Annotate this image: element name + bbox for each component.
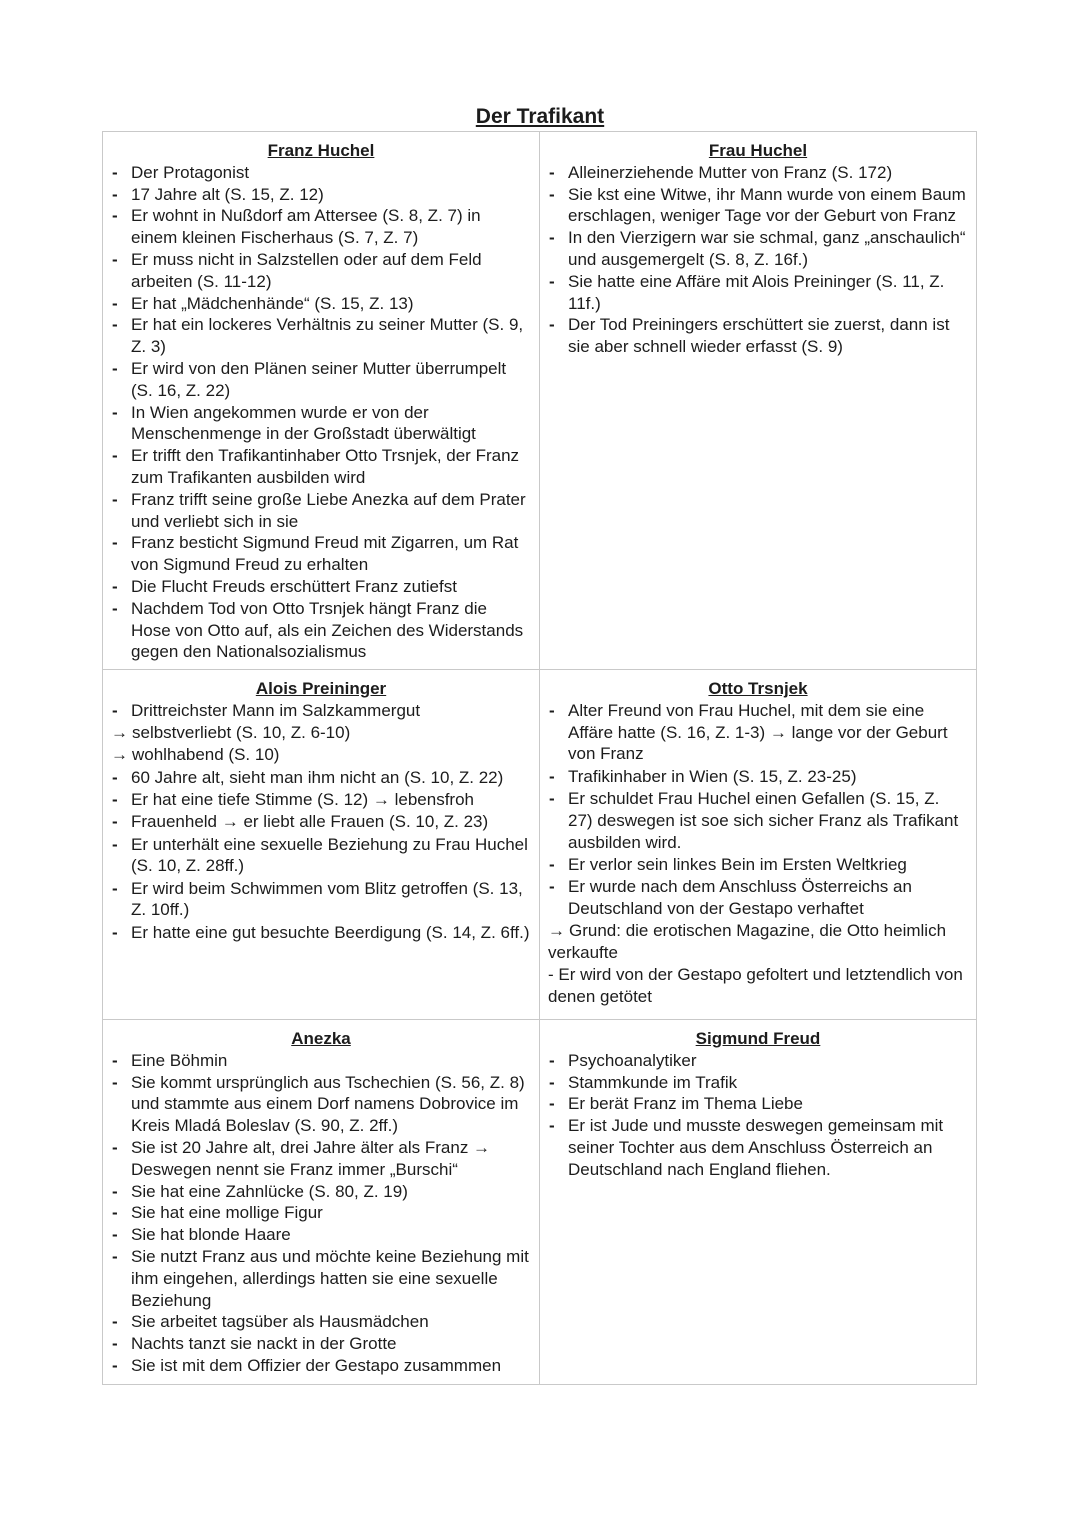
list-item: - Alleinerziehende Mutter von Franz (S. 172)	[548, 162, 968, 184]
list-item: - Alter Freund von Frau Huchel, mit dem sie eine Affäre hatte (S. 16, Z. 1-3) → lange vor der Geburt von Franz	[548, 700, 968, 765]
list-item: - Er schuldet Frau Huchel einen Gefallen (S. 15, Z. 27) deswegen ist soe sich sicher Franz als Trafikant ausbilden wird.	[548, 788, 968, 853]
item-list	[111, 1050, 531, 1377]
cell-alois-preininger	[103, 669, 540, 1019]
cell-heading: Frau Huchel	[708, 141, 808, 160]
list-item: - Sie hat blonde Haare	[111, 1224, 531, 1246]
list-item: - Sie hatte eine Affäre mit Alois Preininger (S. 11, Z. 11f.)	[548, 271, 968, 315]
list-item: - Trafikinhaber in Wien (S. 15, Z. 23-25)	[548, 766, 968, 788]
list-item: - Er hatte eine gut besuchte Beerdigung (S. 14, Z. 6ff.)	[111, 922, 531, 944]
list-item: - Sie hat eine Zahnlücke (S. 80, Z. 19)	[111, 1181, 531, 1203]
item-list	[111, 700, 531, 944]
list-item: - Er muss nicht in Salzstellen oder auf dem Feld arbeiten (S. 11-12)	[111, 249, 531, 293]
cell-frau-huchel	[540, 132, 976, 669]
list-item: - Er wird von der Gestapo gefoltert und letztendlich von denen getötet	[548, 965, 963, 1007]
list-item: - Er wird von den Plänen seiner Mutter überrumpelt (S. 16, Z. 22)	[111, 358, 531, 402]
cell-sigmund-freud	[540, 1019, 976, 1385]
list-item: - Sie ist 20 Jahre alt, drei Jahre älter als Franz → Deswegen nennt sie Franz immer „Burschi“	[111, 1137, 531, 1181]
list-item: - 60 Jahre alt, sieht man ihm nicht an (S. 10, Z. 22)	[111, 767, 531, 789]
cell-heading: Alois Preininger	[255, 679, 387, 698]
list-item: - Er hat „Mädchenhände“ (S. 15, Z. 13)	[111, 293, 531, 315]
character-table	[102, 131, 977, 1385]
list-item: - Er wird beim Schwimmen vom Blitz getroffen (S. 13, Z. 10ff.)	[111, 878, 531, 922]
list-item: - Er unterhält eine sexuelle Beziehung zu Frau Huchel (S. 10, Z. 28ff.)	[111, 834, 531, 878]
list-item: - Nachdem Tod von Otto Trsnjek hängt Franz die Hose von Otto auf, als ein Zeichen des Widerstands gegen den Nationalsozialismus	[111, 598, 531, 663]
item-list	[548, 1050, 968, 1181]
list-item: - Franz besticht Sigmund Freud mit Zigarren, um Rat von Sigmund Freud zu erhalten	[111, 532, 531, 576]
list-item: - Sie ist mit dem Offizier der Gestapo zusammmen	[111, 1355, 531, 1377]
item-list	[548, 162, 968, 358]
list-item: → Grund: die erotischen Magazine, die Otto heimlich verkaufte	[548, 920, 968, 964]
list-item: - Der Protagonist	[111, 162, 531, 184]
list-item: → wohlhabend (S. 10)	[111, 744, 531, 766]
item-list	[548, 700, 968, 1008]
cell-heading: Franz Huchel	[267, 141, 375, 160]
list-item: - Er berät Franz im Thema Liebe	[548, 1093, 968, 1115]
list-item: - Der Tod Preiningers erschüttert sie zuerst, dann ist sie aber schnell wieder erfasst (S. 9)	[548, 314, 968, 358]
item-list	[111, 162, 531, 663]
list-item: - Er hat ein lockeres Verhältnis zu seiner Mutter (S. 9, Z. 3)	[111, 314, 531, 358]
list-item: - Psychoanalytiker	[548, 1050, 968, 1072]
cell-heading: Anezka	[291, 1029, 351, 1048]
list-item: - In Wien angekommen wurde er von der Menschenmenge in der Großstadt überwältigt	[111, 402, 531, 446]
cell-heading: Otto Trsnjek	[708, 679, 808, 698]
list-item: - Drittreichster Mann im Salzkammergut	[111, 700, 531, 722]
list-item: - Franz trifft seine große Liebe Anezka auf dem Prater und verliebt sich in sie	[111, 489, 531, 533]
list-item: - 17 Jahre alt (S. 15, Z. 12)	[111, 184, 531, 206]
list-item: - Er wurde nach dem Anschluss Österreichs an Deutschland von der Gestapo verhaftet	[548, 876, 968, 920]
cell-franz-huchel	[103, 132, 540, 669]
list-item: - Sie nutzt Franz aus und möchte keine Beziehung mit ihm eingehen, allerdings hatten sie eine sexuelle Beziehung	[111, 1246, 531, 1311]
list-item: - Er wohnt in Nußdorf am Attersee (S. 8, Z. 7) in einem kleinen Fischerhaus (S. 7, Z. 7)	[111, 205, 531, 249]
list-item: - Er trifft den Trafikantinhaber Otto Trsnjek, der Franz zum Trafikanten ausbilden wird	[111, 445, 531, 489]
list-item: - In den Vierzigern war sie schmal, ganz „anschaulich“ und ausgemergelt (S. 8, Z. 16f.)	[548, 227, 968, 271]
list-item: - Sie kst eine Witwe, ihr Mann wurde von einem Baum erschlagen, weniger Tage vor der Geburt von Franz	[548, 184, 968, 228]
list-item: - Frauenheld → er liebt alle Frauen (S. 10, Z. 23)	[111, 811, 531, 833]
list-item: - Er verlor sein linkes Bein im Ersten Weltkrieg	[548, 854, 968, 876]
list-item: - Stammkunde im Trafik	[548, 1072, 968, 1094]
cell-otto-trsnjek	[540, 669, 976, 1019]
cell-heading: Sigmund Freud	[695, 1029, 821, 1048]
list-item: - Er ist Jude und musste deswegen gemeinsam mit seiner Tochter aus dem Anschluss Österreich an Deutschland nach England fliehen.	[548, 1115, 968, 1180]
list-item: - Nachts tanzt sie nackt in der Grotte	[111, 1333, 531, 1355]
page-title: Der Trafikant	[475, 105, 605, 128]
list-item: → selbstverliebt (S. 10, Z. 6-10)	[111, 722, 531, 744]
list-item: - Sie arbeitet tagsüber als Hausmädchen	[111, 1311, 531, 1333]
list-item: - Er hat eine tiefe Stimme (S. 12) → lebensfroh	[111, 789, 531, 811]
cell-anezka	[103, 1019, 540, 1385]
list-item: - Sie hat eine mollige Figur	[111, 1202, 531, 1224]
list-item: - Die Flucht Freuds erschüttert Franz zutiefst	[111, 576, 531, 598]
list-item: - Sie kommt ursprünglich aus Tschechien (S. 56, Z. 8) und stammte aus einem Dorf namens Dobrovice im Kreis Mladá Boleslav (S. 90, Z. 2ff.)	[111, 1072, 531, 1137]
list-item: - Eine Böhmin	[111, 1050, 531, 1072]
